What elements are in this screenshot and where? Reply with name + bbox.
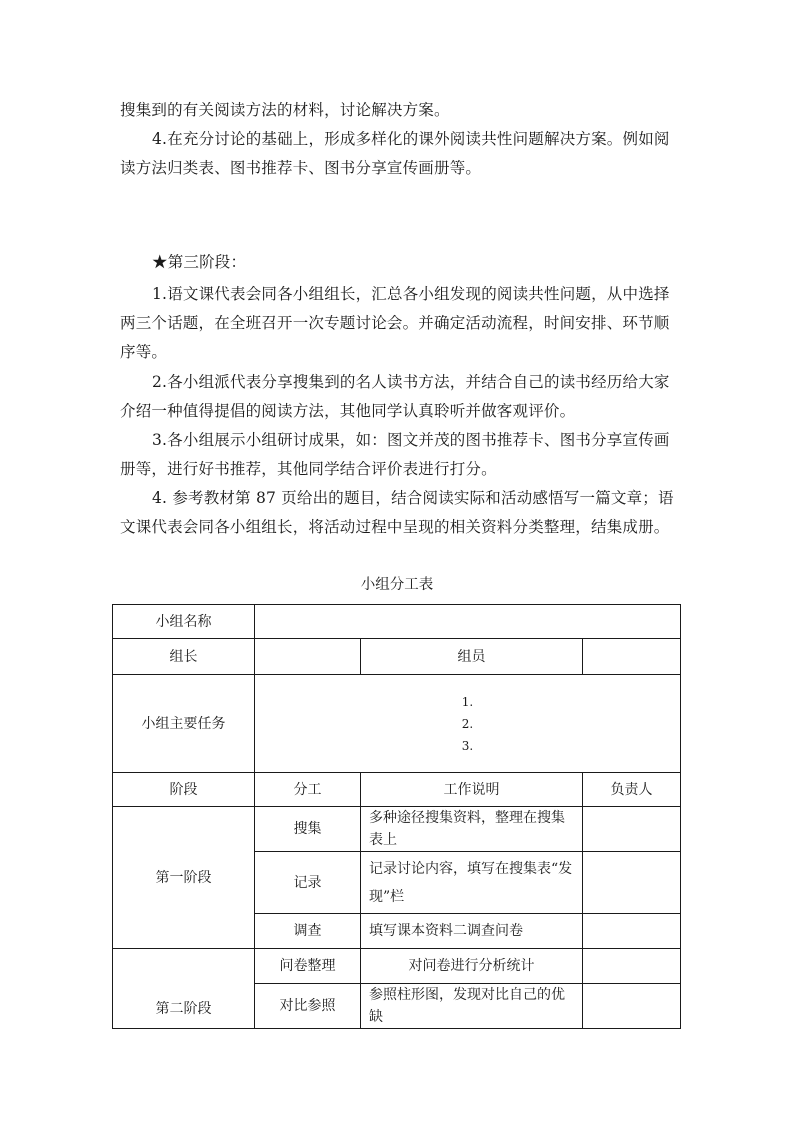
division-cell: 搜集 (255, 807, 361, 852)
division-cell: 记录 (255, 852, 361, 914)
owner-cell[interactable] (583, 807, 681, 852)
owner-cell[interactable] (583, 949, 681, 984)
description-cell: 多种途径搜集资料，整理在搜集表上 (361, 807, 583, 852)
description-cell: 记录讨论内容，填写在搜集表“发现”栏 (361, 852, 583, 914)
table-title: 小组分工表 (360, 577, 434, 593)
leader-label: 组长 (113, 639, 255, 675)
table-row (113, 807, 681, 852)
tasks-cell[interactable] (255, 675, 681, 773)
paragraph-step-4: 4.在充分讨论的基础上，形成多样化的课外阅读共性问题解决方案。例如阅读方法归类表、图书推荐卡、图书分享宣传画册等。 (120, 130, 670, 177)
header-division: 分工 (255, 773, 361, 807)
paragraph-stage3-step-3: 3.各小组展示小组研讨成果，如：图文并茂的图书推荐卡、图书分享宣传画册等，进行好书推荐，其他同学结合评价表进行打分。 (120, 431, 670, 478)
stage-1-label: 第一阶段 (113, 807, 255, 949)
paragraph-continuation: 搜集到的有关阅读方法的材料，讨论解决方案。 (120, 101, 450, 119)
header-owner: 负责人 (583, 773, 681, 807)
table-row (113, 639, 681, 675)
task-item: 3. (461, 738, 474, 753)
tasks-label: 小组主要任务 (113, 675, 255, 773)
header-stage: 阶段 (113, 773, 255, 807)
division-cell: 问卷整理 (255, 949, 361, 984)
members-label: 组员 (361, 639, 583, 675)
description-cell: 参照柱形图，发现对比自己的优缺 (361, 984, 583, 1029)
table-header-row (113, 773, 681, 807)
group-name-label: 小组名称 (113, 605, 255, 639)
owner-cell[interactable] (583, 852, 681, 914)
task-item: 1. (461, 694, 474, 709)
leader-cell[interactable] (255, 639, 361, 675)
description-cell: 对问卷进行分析统计 (361, 949, 583, 984)
group-division-table (112, 604, 681, 1029)
table-row (113, 949, 681, 984)
header-description: 工作说明 (361, 773, 583, 807)
owner-cell[interactable] (583, 914, 681, 949)
stage-3-heading: ★第三阶段： (152, 253, 247, 271)
owner-cell[interactable] (583, 984, 681, 1029)
paragraph-stage3-step-4: 4. 参考教材第 87 页给出的题目，结合阅读实际和活动感悟写一篇文章；语文课代表会同各小组组长，将活动过程中呈现的相关资料分类整理，结集成册。 (120, 489, 674, 536)
members-cell[interactable] (583, 639, 681, 675)
paragraph-stage3-step-2: 2.各小组派代表分享搜集到的名人读书方法，并结合自己的读书经历给大家介绍一种值得提倡的阅读方法，其他同学认真聆听并做客观评价。 (120, 373, 670, 420)
division-cell: 对比参照 (255, 984, 361, 1029)
table-row (113, 675, 681, 773)
task-item: 2. (461, 716, 474, 731)
paragraph-stage3-step-1: 1.语文课代表会同各小组组长，汇总各小组发现的阅读共性问题，从中选择两三个话题，在全班召开一次专题讨论会。并确定活动流程，时间安排、环节顺序等。 (120, 285, 670, 361)
table-row (113, 605, 681, 639)
group-name-cell[interactable] (255, 605, 681, 639)
stage-2-label: 第二阶段 (113, 949, 255, 1029)
division-cell: 调查 (255, 914, 361, 949)
description-cell: 填写课本资料二调查问卷 (361, 914, 583, 949)
